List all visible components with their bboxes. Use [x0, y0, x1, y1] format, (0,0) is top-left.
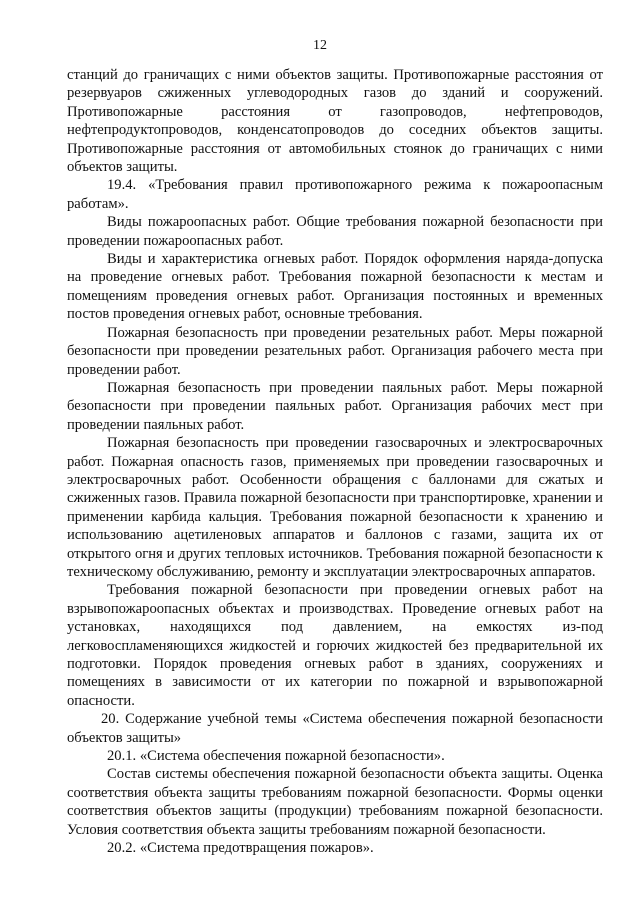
paragraph: Пожарная безопасность при проведении резательных работ. Меры пожарной безопасности при проведении резательных работ. Организация рабочего места при проведении работ. [67, 324, 603, 378]
page-number: 12 [313, 38, 327, 53]
paragraph: Пожарная безопасность при проведении паяльных работ. Меры пожарной безопасности при проведении паяльных работ. Организация рабочих мест при проведении паяльных работ. [67, 379, 603, 433]
paragraph: Виды и характеристика огневых работ. Порядок оформления наряда-допуска на проведение огневых работ. Требования пожарной безопасности к местам и помещениям проведения огневых работ. Организация постоянных и временных постов проведения огневых работ, основные требования. [67, 251, 603, 323]
paragraph: Требования пожарной безопасности при проведении огневых работ на взрывопожароопасных объектах и производствах. Проведение огневых работ на установках, находящихся под давлением, на емкостях из-под легковоспламеняющихся жидкостей и горючих жидкостей без предварительной их подготовки. Порядок проведения огневых работ в зданиях, сооружениях и помещениях в зависимости от их категории по пожарной и взрывопожарной опасности. [67, 582, 603, 709]
paragraph: Виды пожароопасных работ. Общие требования пожарной безопасности при проведении пожароопасных работ. [67, 214, 603, 249]
paragraph: Состав системы обеспечения пожарной безопасности объекта защиты. Оценка соответствия объекта защиты требованиям пожарной безопасности. Формы оценки соответствия объектов защиты (продукции) требованиям пожарной безопасности. Условия соответствия объекта защиты требованиям пожарной безопасности. [67, 766, 603, 838]
paragraph: 19.4. «Требования правил противопожарного режима к пожароопасным работам». [67, 177, 603, 212]
paragraph: Пожарная безопасность при проведении газосварочных и электросварочных работ. Пожарная опасность газов, применяемых при проведении газосварочных и электросварочных работ. Особенности обращения с баллонами для сжатых и сжиженных газов. Правила пожарной безопасности при транспортировке, хранении и применении карбида кальция. Требования пожарной безопасности к хранению и использованию ацетиленовых аппаратов и баллонов с газами, защита их от открытого огня и других тепловых источников. Требования пожарной безопасности к техническому обслуживанию, ремонту и эксплуатации электросварочных аппаратов. [67, 435, 603, 580]
paragraph: станций до граничащих с ними объектов защиты. Противопожарные расстояния от резервуаров сжиженных углеводородных газов до зданий и сооружений. Противопожарные расстояния от газопроводов, нефтепроводов, нефтепродуктопроводов, конденсатопроводов до соседних объектов защиты. Противопожарные расстояния от автомобильных стоянок до граничащих с ними объектов защиты. [67, 67, 603, 176]
subsection-heading: 20.1. «Система обеспечения пожарной безопасности». [107, 748, 445, 765]
document-body [67, 66, 603, 857]
section-heading: 20. Содержание учебной темы «Система обеспечения пожарной безопасности объектов защиты» [67, 711, 603, 746]
subsection-heading: 20.2. «Система предотвращения пожаров». [107, 840, 374, 857]
